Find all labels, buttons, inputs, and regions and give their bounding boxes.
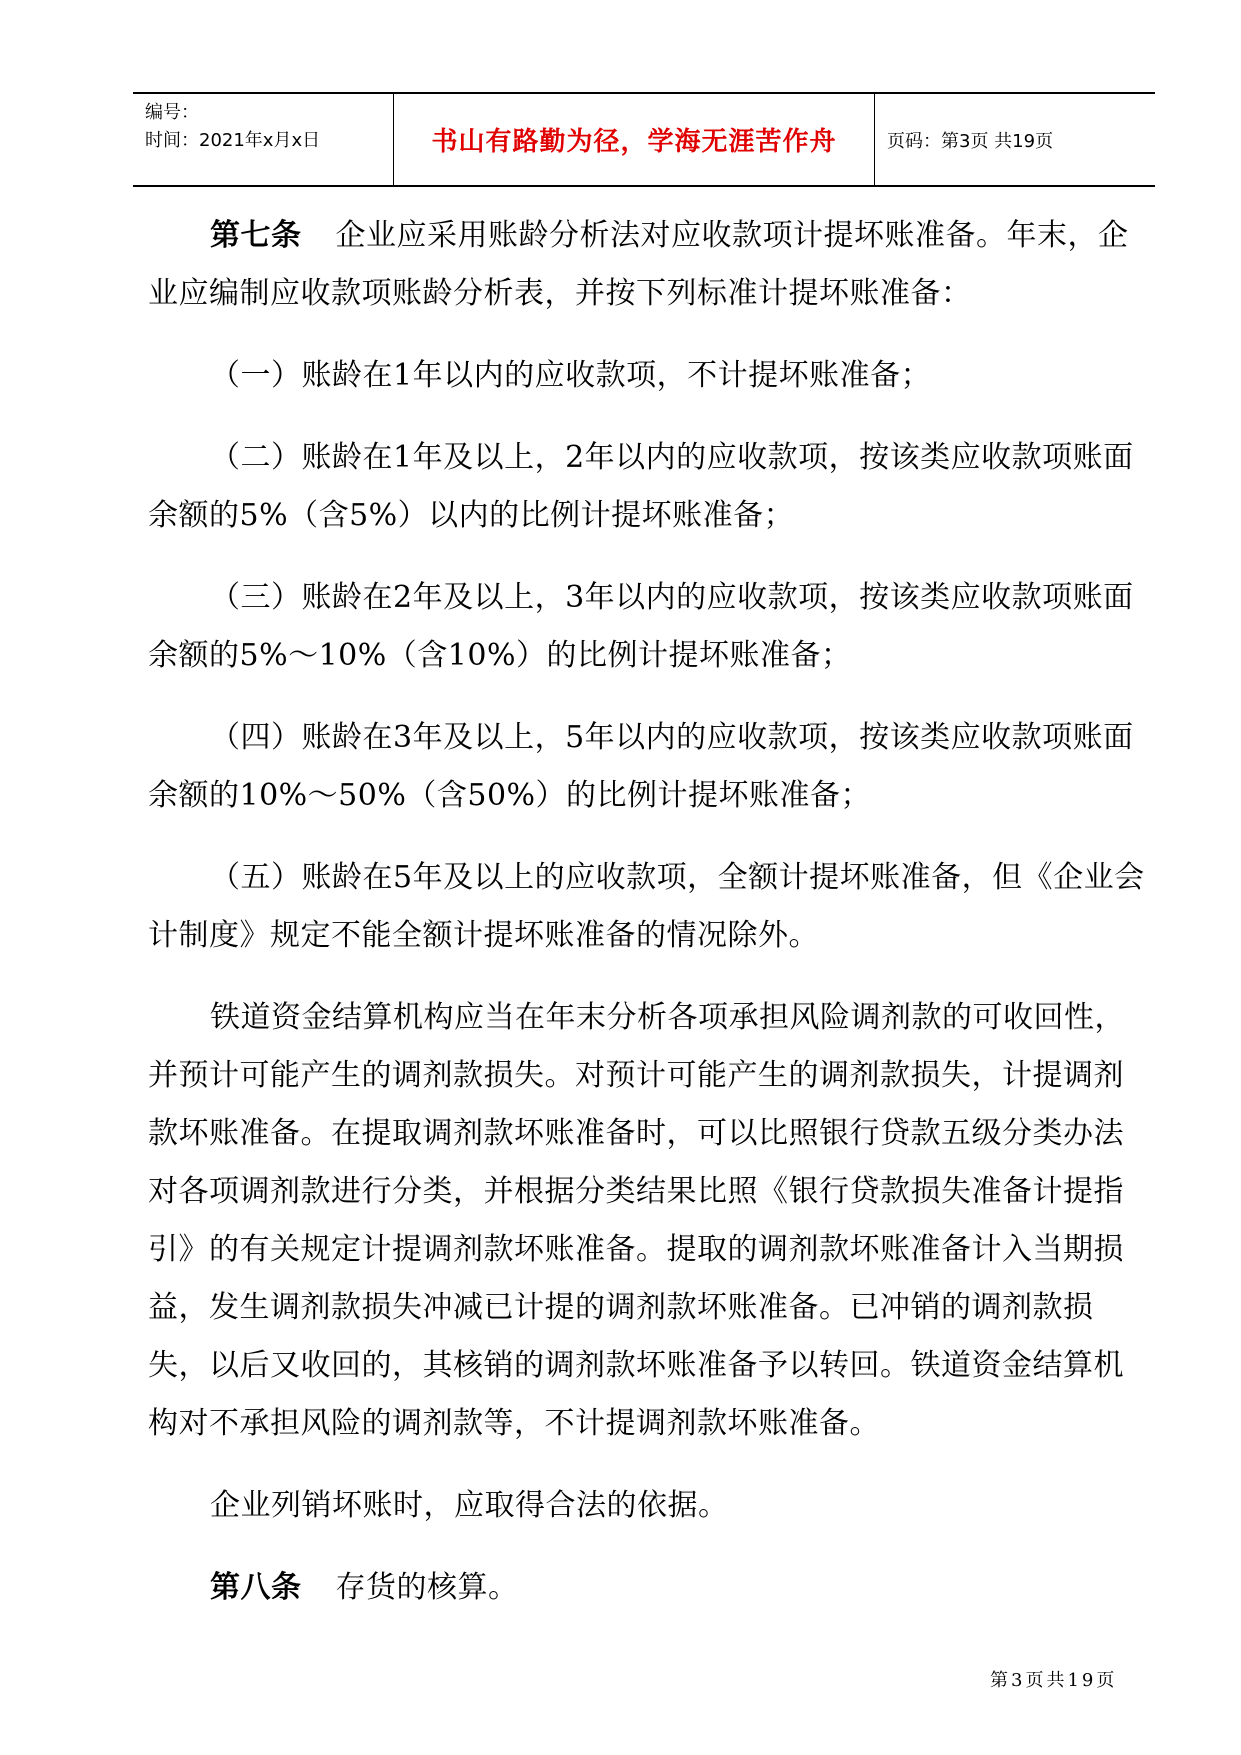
article-8 bbox=[148, 1559, 1148, 1617]
document-time: 时间：2021年x月x日 bbox=[145, 130, 321, 151]
article-7-item-3: （三）账龄在2年及以上，3年以内的应收款项，按该类应收款项账面余额的5%～10%（含10%）的比例计提坏账准备； bbox=[148, 580, 1134, 673]
article-7-intro-text: 企业应采用账龄分析法对应收款项计提坏账准备。年末，企业应编制应收款项账龄分析表，并按下列标准计提坏账准备： bbox=[148, 218, 1129, 311]
article-8-heading: 第八条 bbox=[210, 1570, 302, 1605]
railway-settlement-paragraph: 铁道资金结算机构应当在年末分析各项承担风险调剂款的可收回性，并预计可能产生的调剂款损失。对预计可能产生的调剂款损失，计提调剂款坏账准备。在提取调剂款坏账准备时，可以比照银行贷款五级分类办法对各项调剂款进行分类，并根据分类结果比照《银行贷款损失准备计提指引》的有关规定计提调剂款坏账准备。提取的调剂款坏账准备计入当期损益，发生调剂款损失冲减已计提的调剂款坏账准备。已冲销的调剂款损失，以后又收回的，其核销的调剂款坏账准备予以转回。铁道资金结算机构对不承担风险的调剂款等，不计提调剂款坏账准备。 bbox=[148, 1000, 1125, 1441]
article-7-item-5: （五）账龄在5年及以上的应收款项，全额计提坏账准备，但《企业会计制度》规定不能全额计提坏账准备的情况除外。 bbox=[148, 860, 1145, 953]
page-header bbox=[133, 92, 1155, 187]
article-7-item-2: （二）账龄在1年及以上，2年以内的应收款项，按该类应收款项账面余额的5%（含5%）以内的比例计提坏账准备； bbox=[148, 440, 1134, 533]
article-7-intro bbox=[148, 207, 1148, 323]
document-body bbox=[148, 207, 1148, 1617]
page-footer: 第3页共19页 bbox=[990, 1670, 1118, 1691]
article-7-item-4: （四）账龄在3年及以上，5年以内的应收款项，按该类应收款项账面余额的10%～50%（含50%）的比例计提坏账准备； bbox=[148, 720, 1134, 813]
writeoff-paragraph: 企业列销坏账时，应取得合法的依据。 bbox=[210, 1488, 729, 1523]
article-7-heading: 第七条 bbox=[210, 218, 302, 253]
document-number: 编号： bbox=[145, 102, 199, 123]
header-info bbox=[133, 94, 393, 185]
article-8-text: 存货的核算。 bbox=[335, 1570, 519, 1605]
header-motto: 书山有路勤为径，学海无涯苦作舟 bbox=[393, 94, 875, 185]
header-page-number: 页码：第3页 共19页 bbox=[887, 130, 1054, 152]
article-7-item-1: （一）账龄在1年以内的应收款项，不计提坏账准备； bbox=[210, 358, 932, 393]
